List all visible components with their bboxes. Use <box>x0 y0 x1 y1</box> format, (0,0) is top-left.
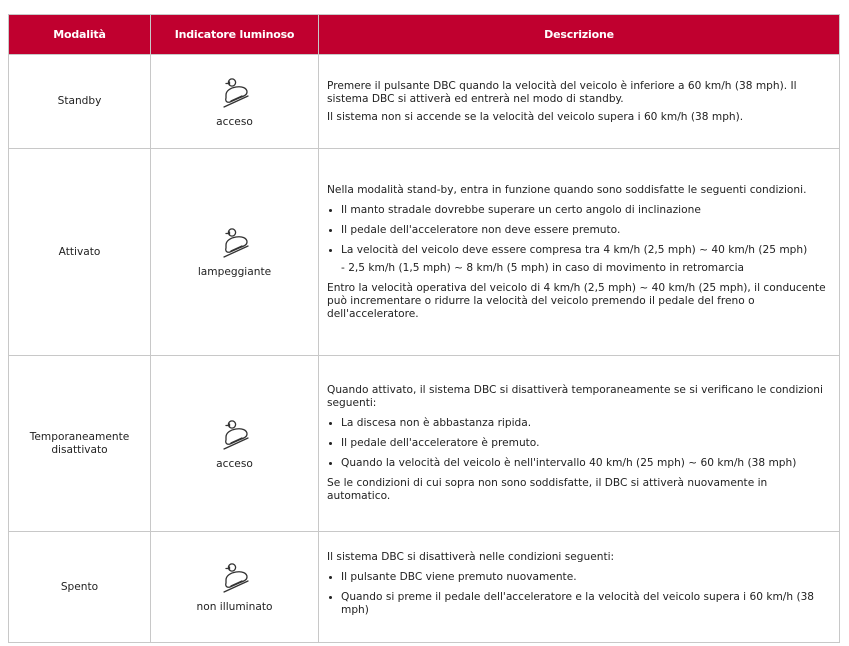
indicator-state: non illuminato <box>196 601 273 613</box>
description-cell <box>319 55 840 149</box>
condition-list <box>327 204 829 257</box>
list-item: Quando la velocità del veicolo è nell'intervallo 40 km/h (25 mph) ~ 60 km/h (38 mph) <box>327 457 829 470</box>
description-intro: Il sistema DBC si disattiverà nelle condizioni seguenti: <box>327 550 615 563</box>
description-cell <box>319 532 840 643</box>
downhill-brake-control-icon <box>217 561 253 595</box>
downhill-brake-control-icon <box>217 418 253 452</box>
downhill-brake-control-icon <box>217 226 253 260</box>
condition-list <box>327 417 829 470</box>
description-outro: Entro la velocità operativa del veicolo di 4 km/h (2,5 mph) ~ 40 km/h (25 mph), il conducente può incrementare o ridurre la velocità del veicolo premendo il pedale del freno o dell'acceleratore. <box>327 281 826 320</box>
description-intro: Premere il pulsante DBC quando la velocità del veicolo è inferiore a 60 km/h (38 mph). Il sistema DBC si attiverà ed entrerà nel modo di standby. <box>327 79 797 105</box>
table-header-row <box>9 15 840 55</box>
indicator-state: acceso <box>216 115 253 128</box>
list-item: Il pulsante DBC viene premuto nuovamente. <box>327 571 829 584</box>
list-item: Il pedale dell'acceleratore è premuto. <box>327 437 829 450</box>
list-item: Il manto stradale dovrebbe superare un certo angolo di inclinazione <box>327 204 829 217</box>
downhill-brake-control-icon <box>217 76 253 110</box>
header-description: Descrizione <box>319 15 840 55</box>
description-cell <box>319 356 840 532</box>
indicator-cell <box>151 149 319 356</box>
table-row-off <box>9 532 840 643</box>
dbc-modes-table <box>8 14 840 643</box>
indicator-state: lampeggiante <box>197 266 272 278</box>
mode-cell: Spento <box>9 532 151 643</box>
indicator-cell <box>151 356 319 532</box>
condition-list <box>327 571 829 617</box>
list-item: Il pedale dell'acceleratore non deve essere premuto. <box>327 224 829 237</box>
indicator-state: acceso <box>216 457 253 470</box>
table-row-standby <box>9 55 840 149</box>
list-item: La velocità del veicolo deve essere compresa tra 4 km/h (2,5 mph) ~ 40 km/h (25 mph) <box>327 244 829 257</box>
description-cell <box>319 149 840 356</box>
header-mode: Modalità <box>9 15 151 55</box>
mode-cell: Attivato <box>9 149 151 356</box>
description-intro: Quando attivato, il sistema DBC si disattiverà temporaneamente se si verificano le condizioni seguenti: <box>327 384 823 409</box>
description-intro: Nella modalità stand-by, entra in funzione quando sono soddisfatte le seguenti condizioni. <box>327 183 807 196</box>
description-outro: Se le condizioni di cui sopra non sono soddisfatte, il DBC si attiverà nuovamente in automatico. <box>327 477 768 502</box>
indicator-cell <box>151 55 319 149</box>
indicator-cell <box>151 532 319 643</box>
header-indicator: Indicatore luminoso <box>151 15 319 55</box>
table-row-activated <box>9 149 840 356</box>
description-sub-note: - 2,5 km/h (1,5 mph) ~ 8 km/h (5 mph) in caso di movimento in retromarcia <box>341 261 745 274</box>
mode-cell: Standby <box>9 55 151 149</box>
description-outro: Il sistema non si accende se la velocità del veicolo supera i 60 km/h (38 mph). <box>327 110 744 123</box>
mode-cell: Temporaneamente disattivato <box>9 356 151 532</box>
list-item: La discesa non è abbastanza ripida. <box>327 417 829 430</box>
list-item: Quando si preme il pedale dell'acceleratore e la velocità del veicolo supera i 60 km/h (38 mph) <box>327 591 829 617</box>
table-row-temporarily-deactivated <box>9 356 840 532</box>
